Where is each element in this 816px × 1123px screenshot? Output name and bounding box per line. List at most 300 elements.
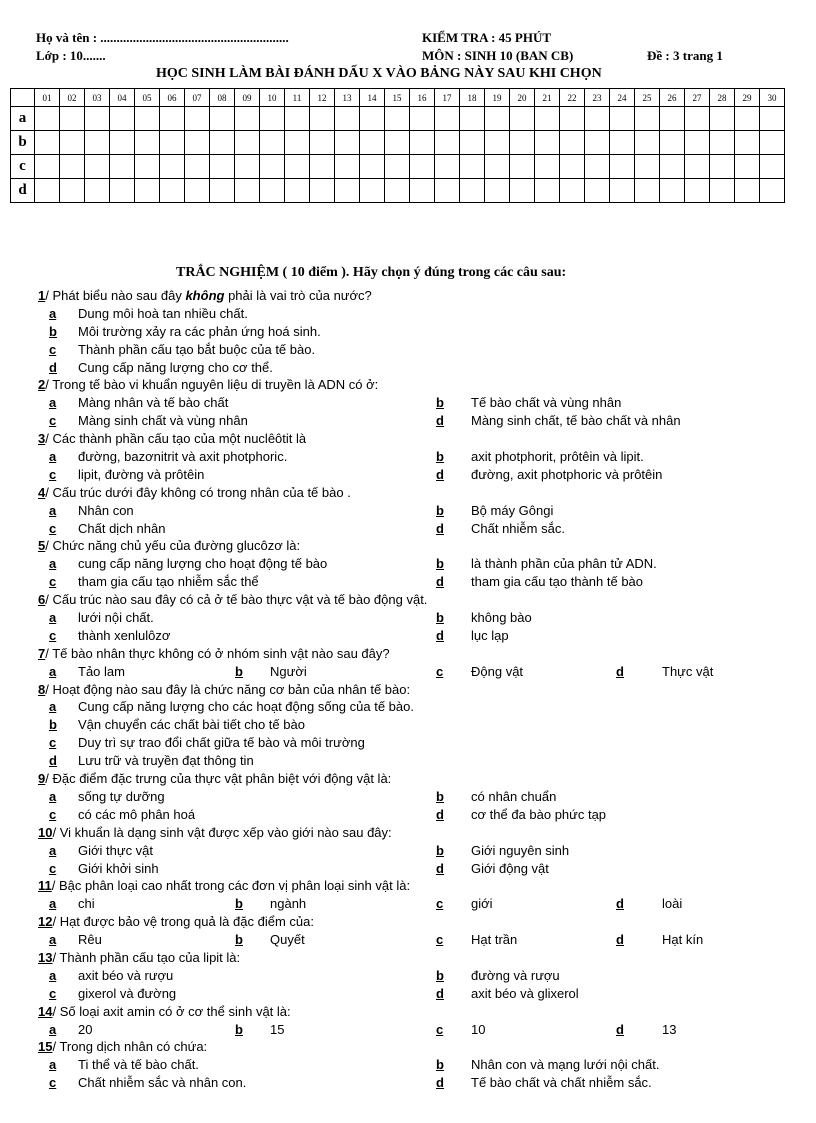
option-key[interactable]: d [436, 413, 444, 429]
option-key[interactable]: a [49, 932, 57, 948]
option-key[interactable]: c [49, 627, 57, 643]
question-stem [38, 430, 798, 448]
answer-cell[interactable] [260, 179, 285, 203]
option-key[interactable]: c [436, 1021, 444, 1037]
option-key[interactable]: b [436, 502, 444, 518]
answer-cell[interactable] [660, 155, 685, 179]
answer-cell[interactable] [535, 107, 560, 131]
option-text[interactable]: giới [471, 896, 493, 912]
question-number: 1 [38, 288, 46, 303]
answer-cell[interactable] [660, 131, 685, 155]
option-text[interactable]: ngành [270, 896, 307, 912]
option-key[interactable]: a [49, 842, 57, 858]
answer-cell[interactable] [635, 131, 660, 155]
option-key[interactable]: b [436, 788, 444, 804]
option-text[interactable]: 10 [471, 1021, 486, 1037]
answer-cell[interactable] [485, 131, 510, 155]
answer-cell[interactable] [335, 107, 360, 131]
option-text[interactable]: Thực vật [662, 663, 714, 679]
option-key[interactable]: a [49, 610, 57, 626]
option-text[interactable]: Màng nhân và tế bào chất [78, 395, 229, 411]
option-key[interactable]: c [49, 735, 57, 751]
answer-option-row [38, 860, 798, 878]
answer-cell[interactable] [710, 131, 735, 155]
grid-column-header: 12 [310, 89, 335, 107]
option-text[interactable]: sống tự dưỡng [78, 788, 165, 804]
answer-cell[interactable] [310, 179, 335, 203]
answer-cell[interactable] [360, 155, 385, 179]
option-key[interactable]: c [49, 1075, 57, 1091]
option-key[interactable]: d [616, 932, 624, 948]
answer-cell[interactable] [235, 107, 260, 131]
option-key[interactable]: d [436, 520, 444, 536]
answer-cell[interactable] [60, 131, 85, 155]
grid-row-label: d [11, 179, 35, 203]
answer-cell[interactable] [310, 131, 335, 155]
grid-corner [11, 89, 35, 107]
option-text[interactable]: đường, axit photphoric và prôtêin [471, 466, 663, 482]
option-key[interactable]: a [49, 556, 57, 572]
option-text[interactable]: cơ thể đa bào phức tạp [471, 806, 607, 822]
exam-duration: KIỂM TRA : 45 PHÚT [422, 30, 552, 45]
answer-option-row [38, 466, 798, 484]
answer-cell[interactable] [635, 155, 660, 179]
answer-cell[interactable] [760, 155, 785, 179]
option-key[interactable]: b [235, 896, 243, 912]
grid-column-header: 24 [610, 89, 635, 107]
grid-column-header: 28 [710, 89, 735, 107]
option-text[interactable]: Ti thể và tế bào chất. [78, 1057, 199, 1073]
answer-cell[interactable] [35, 179, 60, 203]
question-text: / Tế bào nhân thực không có ở nhóm sinh vật nào sau đây? [45, 645, 390, 661]
answer-cell[interactable] [610, 179, 635, 203]
question-text: / Chức năng chủ yếu của đường glucôzơ là: [45, 538, 301, 554]
answer-cell[interactable] [185, 155, 210, 179]
option-key[interactable]: c [49, 520, 57, 536]
answer-cell[interactable] [510, 131, 535, 155]
answer-cell[interactable] [435, 107, 460, 131]
answer-cell[interactable] [335, 155, 360, 179]
answer-option-row [38, 394, 798, 412]
option-text[interactable]: axit béo và glixerol [471, 985, 579, 1001]
answer-option-row [38, 663, 798, 681]
answer-cell[interactable] [385, 155, 410, 179]
option-key[interactable]: c [49, 341, 57, 357]
answer-cell[interactable] [260, 107, 285, 131]
answer-cell[interactable] [585, 179, 610, 203]
answer-cell[interactable] [285, 155, 310, 179]
grid-column-header: 29 [735, 89, 760, 107]
option-key[interactable]: b [436, 967, 444, 983]
option-text[interactable]: chi [78, 896, 95, 912]
answer-cell[interactable] [610, 155, 635, 179]
option-key[interactable]: d [436, 985, 444, 1001]
question-stem [38, 681, 798, 699]
answer-cell[interactable] [85, 107, 110, 131]
question-stem [38, 591, 798, 609]
option-text[interactable]: Người [270, 663, 307, 679]
option-key[interactable]: c [49, 466, 57, 482]
answer-cell[interactable] [210, 179, 235, 203]
answer-cell[interactable] [85, 131, 110, 155]
option-text[interactable]: Giới nguyên sinh [471, 842, 570, 858]
answer-cell[interactable] [135, 179, 160, 203]
answer-cell[interactable] [635, 179, 660, 203]
answer-cell[interactable] [760, 179, 785, 203]
answer-cell[interactable] [85, 155, 110, 179]
option-text[interactable]: Giới động vật [471, 860, 549, 876]
question-number: 7 [38, 645, 46, 661]
answer-cell[interactable] [60, 107, 85, 131]
answer-cell[interactable] [685, 131, 710, 155]
option-key[interactable]: d [616, 1021, 624, 1037]
option-text[interactable]: lục lạp [471, 627, 509, 643]
answer-cell[interactable] [685, 155, 710, 179]
answer-cell[interactable] [435, 131, 460, 155]
answer-cell[interactable] [435, 155, 460, 179]
question-stem [38, 877, 798, 895]
grid-column-header: 01 [35, 89, 60, 107]
answer-cell[interactable] [310, 107, 335, 131]
answer-cell[interactable] [535, 131, 560, 155]
answer-cell[interactable] [760, 131, 785, 155]
answer-cell[interactable] [560, 107, 585, 131]
option-text[interactable]: đường, bazơnitrit và axit photphoric. [78, 449, 288, 465]
grid-row-label: c [11, 155, 35, 179]
answer-cell[interactable] [585, 155, 610, 179]
option-key[interactable]: d [49, 359, 57, 375]
option-text[interactable]: Duy trì sự trao đổi chất giữa tế bào và môi trường [78, 735, 365, 751]
answer-cell[interactable] [610, 107, 635, 131]
answer-option-row [38, 555, 798, 573]
option-key[interactable]: c [49, 574, 57, 590]
answer-cell[interactable] [535, 155, 560, 179]
option-key[interactable]: c [436, 663, 444, 679]
answer-cell[interactable] [735, 155, 760, 179]
option-text[interactable]: axit béo và rượu [78, 967, 174, 983]
answer-cell[interactable] [235, 155, 260, 179]
answer-cell[interactable] [385, 107, 410, 131]
question-number: 10 [38, 824, 53, 840]
answer-cell[interactable] [560, 155, 585, 179]
answer-cell[interactable] [485, 107, 510, 131]
answer-cell[interactable] [510, 155, 535, 179]
option-key[interactable]: a [49, 788, 57, 804]
answer-cell[interactable] [460, 155, 485, 179]
question-text: / Số loại axit amin có ở cơ thể sinh vật là: [52, 1003, 291, 1019]
answer-option[interactable] [38, 752, 798, 770]
grid-column-header: 21 [535, 89, 560, 107]
answer-cell[interactable] [85, 179, 110, 203]
option-text[interactable]: lưới nội chất. [78, 610, 154, 626]
answer-cell[interactable] [110, 107, 135, 131]
answer-option[interactable] [38, 698, 798, 716]
answer-cell[interactable] [60, 155, 85, 179]
option-key[interactable]: a [49, 449, 57, 465]
option-text[interactable]: tham gia cấu tạo nhiễm sắc thể [78, 574, 259, 590]
answer-cell[interactable] [560, 179, 585, 203]
answer-cell[interactable] [310, 155, 335, 179]
answer-option[interactable] [38, 359, 798, 377]
option-text[interactable]: Chất nhiễm sắc. [471, 520, 565, 536]
grid-row-b [11, 131, 785, 155]
option-text[interactable]: Tế bào chất và vùng nhân [471, 395, 622, 411]
answer-option-row [38, 985, 798, 1003]
option-text[interactable]: 13 [662, 1021, 677, 1037]
answer-cell[interactable] [460, 131, 485, 155]
answer-cell[interactable] [135, 131, 160, 155]
answer-cell[interactable] [760, 107, 785, 131]
option-key[interactable]: b [235, 932, 243, 948]
answer-cell[interactable] [185, 107, 210, 131]
option-key[interactable]: a [49, 305, 57, 321]
answer-cell[interactable] [710, 107, 735, 131]
option-text[interactable]: Tế bào chất và chất nhiễm sắc. [471, 1075, 652, 1091]
answer-option-row [38, 609, 798, 627]
answer-cell[interactable] [710, 179, 735, 203]
answer-cell[interactable] [185, 179, 210, 203]
answer-cell[interactable] [360, 107, 385, 131]
answer-cell[interactable] [410, 131, 435, 155]
answer-cell[interactable] [135, 107, 160, 131]
option-key[interactable]: a [49, 1057, 57, 1073]
question-number: 3 [38, 431, 46, 447]
answer-cell[interactable] [135, 155, 160, 179]
answer-cell[interactable] [110, 131, 135, 155]
option-key[interactable]: b [49, 323, 57, 339]
answer-cell[interactable] [360, 179, 385, 203]
answer-cell[interactable] [160, 179, 185, 203]
answer-cell[interactable] [735, 179, 760, 203]
answer-option-row [38, 1056, 798, 1074]
option-key[interactable]: a [49, 502, 57, 518]
option-text[interactable]: Màng sinh chất, tế bào chất và nhân [471, 413, 681, 429]
option-key[interactable]: a [49, 663, 57, 679]
option-text[interactable]: Hạt kín [662, 932, 704, 948]
option-text[interactable]: Lưu trữ và truyền đạt thông tin [78, 753, 254, 769]
question-number: 5 [38, 538, 46, 554]
answer-option-row [38, 502, 798, 520]
option-text[interactable]: lipit, đường và prôtêin [78, 466, 205, 482]
answer-cell[interactable] [710, 155, 735, 179]
answer-cell[interactable] [160, 155, 185, 179]
option-key[interactable]: a [49, 699, 57, 715]
option-text[interactable]: Hạt trần [471, 932, 518, 948]
exam-code: Đề : 3 trang 1 [647, 48, 723, 63]
answer-cell[interactable] [660, 179, 685, 203]
answer-cell[interactable] [35, 155, 60, 179]
option-text[interactable]: gixerol và đường [78, 985, 177, 1001]
answer-option[interactable] [38, 716, 798, 734]
question-text: / Trong dịch nhân có chứa: [52, 1039, 208, 1055]
grid-column-header: 14 [360, 89, 385, 107]
option-key[interactable]: b [436, 556, 444, 572]
option-key[interactable]: c [49, 413, 57, 429]
option-text[interactable]: tham gia cấu tạo thành tế bào [471, 574, 644, 590]
student-name-field[interactable]: Họ và tên : .......................................................... [36, 30, 289, 45]
answer-cell[interactable] [260, 131, 285, 155]
option-text[interactable]: có nhân chuẩn [471, 788, 557, 804]
answer-cell[interactable] [460, 179, 485, 203]
option-text[interactable]: đường và rượu [471, 967, 560, 983]
option-key[interactable]: d [436, 466, 444, 482]
option-text[interactable]: Vận chuyển các chất bài tiết cho tế bào [78, 717, 305, 733]
grid-column-header: 07 [185, 89, 210, 107]
option-text[interactable]: Động vật [471, 663, 524, 679]
answer-cell[interactable] [160, 131, 185, 155]
answer-cell[interactable] [285, 107, 310, 131]
answer-cell[interactable] [235, 179, 260, 203]
question-text: / Thành phần cấu tạo của lipit là: [52, 949, 241, 965]
grid-row-label: b [11, 131, 35, 155]
answer-cell[interactable] [285, 131, 310, 155]
option-text[interactable]: Bộ máy Gôngi [471, 502, 554, 518]
option-text[interactable]: 15 [270, 1021, 285, 1037]
answer-cell[interactable] [560, 131, 585, 155]
class-field[interactable]: Lớp : 10....... [36, 48, 106, 63]
option-text[interactable]: Môi trường xảy ra các phản ứng hoá sinh. [78, 323, 321, 339]
option-key[interactable]: a [49, 1021, 57, 1037]
option-key[interactable]: b [235, 1021, 243, 1037]
option-text[interactable]: có các mô phân hoá [78, 806, 196, 822]
answer-option[interactable] [38, 323, 798, 341]
answer-cell[interactable] [385, 179, 410, 203]
option-text[interactable]: Giới khởi sinh [78, 860, 159, 876]
answer-cell[interactable] [385, 131, 410, 155]
answer-cell[interactable] [160, 107, 185, 131]
answer-cell[interactable] [410, 179, 435, 203]
answer-option-row [38, 931, 798, 949]
option-text[interactable]: là thành phần của phân tử ADN. [471, 556, 657, 572]
option-key[interactable]: d [436, 627, 444, 643]
answer-cell[interactable] [35, 131, 60, 155]
answer-cell[interactable] [510, 107, 535, 131]
option-key[interactable]: d [436, 860, 444, 876]
option-key[interactable]: d [616, 896, 624, 912]
answer-cell[interactable] [210, 107, 235, 131]
option-key[interactable]: c [436, 896, 444, 912]
answer-cell[interactable] [110, 155, 135, 179]
answer-cell[interactable] [735, 107, 760, 131]
option-key[interactable]: b [49, 717, 57, 733]
option-text[interactable]: 20 [78, 1021, 93, 1037]
option-key[interactable]: b [436, 610, 444, 626]
option-key[interactable]: a [49, 395, 57, 411]
option-key[interactable]: b [436, 395, 444, 411]
answer-cell[interactable] [335, 179, 360, 203]
answer-cell[interactable] [735, 131, 760, 155]
option-key[interactable]: d [436, 1075, 444, 1091]
answer-cell[interactable] [410, 107, 435, 131]
grid-column-header: 17 [435, 89, 460, 107]
option-text[interactable]: thành xenlulôzơ [78, 627, 171, 643]
answer-cell[interactable] [485, 179, 510, 203]
answer-cell[interactable] [535, 179, 560, 203]
option-key[interactable]: a [49, 896, 57, 912]
answer-cell[interactable] [660, 107, 685, 131]
grid-row-c [11, 155, 785, 179]
subject-label: MÔN : SINH 10 (BAN CB) [422, 48, 574, 63]
answer-cell[interactable] [210, 131, 235, 155]
answer-option[interactable] [38, 734, 798, 752]
answer-cell[interactable] [685, 107, 710, 131]
option-key[interactable]: c [436, 932, 444, 948]
answer-cell[interactable] [610, 131, 635, 155]
option-key[interactable]: d [49, 753, 57, 769]
answer-cell[interactable] [685, 179, 710, 203]
option-text[interactable]: loài [662, 896, 683, 912]
question-stem [38, 1038, 798, 1056]
section-title: TRẮC NGHIỆM ( 10 điểm ). Hãy chọn ý đúng trong các câu sau: [176, 265, 567, 280]
answer-cell[interactable] [235, 131, 260, 155]
answer-cell[interactable] [260, 155, 285, 179]
answer-cell[interactable] [210, 155, 235, 179]
option-text[interactable]: Màng sinh chất và vùng nhân [78, 413, 248, 429]
answer-cell[interactable] [110, 179, 135, 203]
option-text[interactable]: Thành phần cấu tạo bắt buộc của tế bào. [78, 341, 316, 357]
option-text[interactable]: Chất nhiễm sắc và nhân con. [78, 1075, 247, 1091]
answer-cell[interactable] [460, 107, 485, 131]
answer-cell[interactable] [585, 107, 610, 131]
option-text[interactable]: Quyết [270, 932, 305, 948]
answer-cell[interactable] [285, 179, 310, 203]
answer-cell[interactable] [35, 107, 60, 131]
answer-cell[interactable] [510, 179, 535, 203]
option-text[interactable]: Chất dịch nhân [78, 520, 166, 536]
question-stem [38, 1003, 798, 1021]
answer-option[interactable] [38, 341, 798, 359]
option-text[interactable]: Nhân con [78, 502, 134, 518]
answer-cell[interactable] [185, 131, 210, 155]
option-text[interactable]: Cung cấp năng lượng cho cơ thể. [78, 359, 273, 375]
option-key[interactable]: a [49, 967, 57, 983]
question-number: 8 [38, 681, 46, 697]
option-key[interactable]: b [436, 449, 444, 465]
option-key[interactable]: d [436, 806, 444, 822]
answer-cell[interactable] [60, 179, 85, 203]
question-number: 14 [38, 1003, 53, 1019]
option-key[interactable]: d [436, 574, 444, 590]
answer-cell[interactable] [335, 131, 360, 155]
option-text[interactable]: Giới thực vật [78, 842, 154, 858]
question-stem [38, 824, 798, 842]
option-text[interactable]: axit photphorit, prôtêin và lipit. [471, 449, 644, 465]
answer-cell[interactable] [435, 179, 460, 203]
option-text[interactable]: Nhân con và mạng lưới nội chất. [471, 1057, 660, 1073]
option-text[interactable]: Dung môi hoà tan nhiều chất. [78, 305, 248, 321]
question-text: / Các thành phần cấu tạo của một nuclêôtit là [45, 431, 307, 447]
option-text[interactable]: không bào [471, 610, 532, 626]
answer-cell[interactable] [360, 131, 385, 155]
option-key[interactable]: c [49, 860, 57, 876]
option-key[interactable]: b [436, 842, 444, 858]
option-key[interactable]: c [49, 806, 57, 822]
option-text[interactable]: Rêu [78, 932, 102, 948]
option-key[interactable]: b [235, 663, 243, 679]
answer-option[interactable] [38, 305, 798, 323]
answer-cell[interactable] [410, 155, 435, 179]
option-key[interactable]: d [616, 663, 624, 679]
question-list [38, 287, 798, 1092]
option-text[interactable]: Cung cấp năng lượng cho các hoạt động sống của tế bào. [78, 699, 414, 715]
option-text[interactable]: Tảo lam [78, 663, 125, 679]
option-key[interactable]: b [436, 1057, 444, 1073]
answer-cell[interactable] [485, 155, 510, 179]
option-text[interactable]: cung cấp năng lượng cho hoạt động tế bào [78, 556, 328, 572]
answer-cell[interactable] [635, 107, 660, 131]
answer-cell[interactable] [585, 131, 610, 155]
option-key[interactable]: c [49, 985, 57, 1001]
